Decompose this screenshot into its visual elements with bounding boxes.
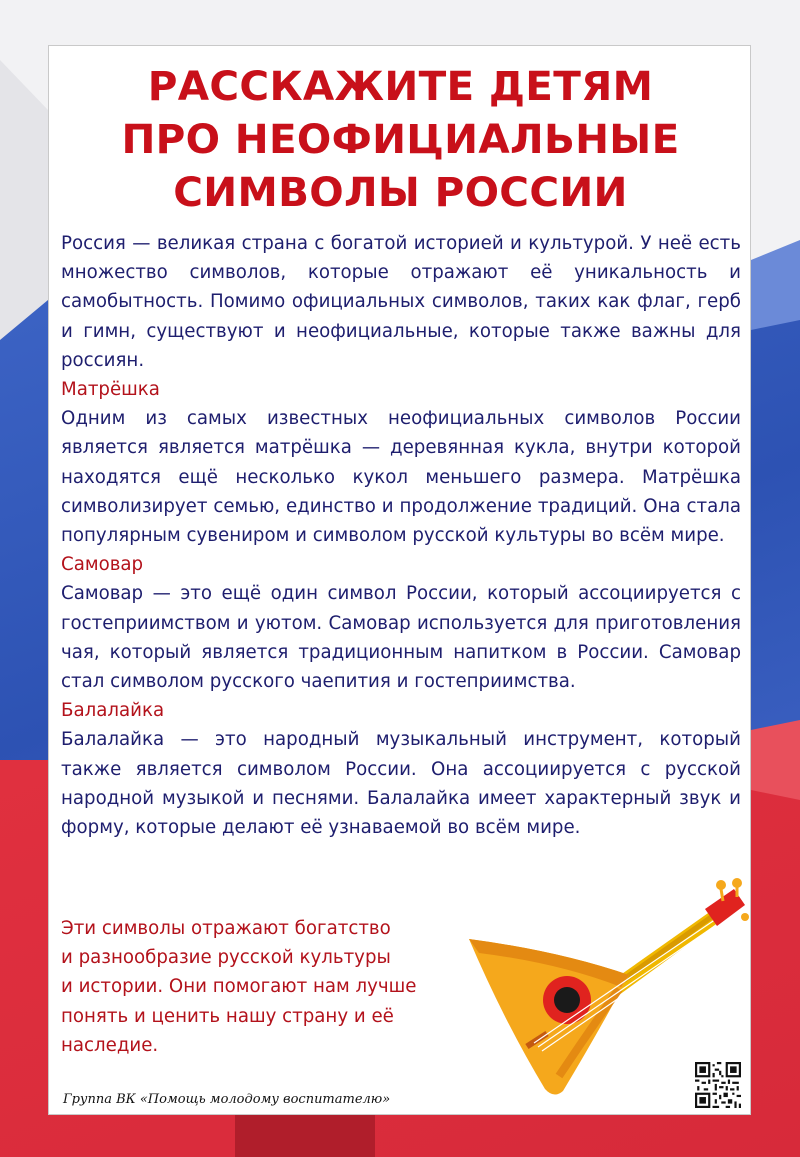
section-heading-balalaika: Балалайка (61, 700, 165, 722)
title-line: ПРО НЕОФИЦИАЛЬНЫЕ (121, 115, 680, 163)
page-title (49, 60, 752, 219)
section-text-samovar: Самовар — это ещё один символ России, который ассоциируется с гостеприимством и уютом. Самовар используется для приготовления чая, который является традиционным напитком в России. Самовар стал символом русского чаепития и гостеприимства. (61, 583, 741, 693)
section-text-balalaika: Балалайка — это народный музыкальный инструмент, который также является символом России. Она ассоциируется с русской народной музыкой и песнями. Балалайка имеет характерный звук и форму, которые делают её узнаваемой во всём мире. (61, 729, 741, 839)
title-line: РАССКАЖИТЕ ДЕТЯМ (147, 62, 654, 110)
intro-paragraph: Россия — великая страна с богатой историей и культурой. У неё есть множество символов, которые отражают её уникальность и самобытность. Помимо официальных символов, таких как флаг, герб и гимн, существуют и неофициальные, которые также важны для россиян. (61, 233, 741, 371)
article-body (61, 229, 741, 842)
conclusion-line: Эти символы отражают богатство (61, 918, 391, 939)
qr-code-icon (695, 1062, 741, 1108)
conclusion-line: и истории. Они помогают нам лучше (61, 976, 417, 998)
section-heading-matryoshka: Матрёшка (61, 379, 160, 401)
conclusion-line: и разнообразие русской культуры (61, 947, 391, 969)
section-heading-samovar: Самовар (61, 554, 144, 576)
footer-credit: Группа ВК «Помощь молодому воспитателю» (63, 1092, 391, 1107)
section-text-matryoshka: Одним из самых известных неофициальных символов России является является матрёшка — деревянная кукла, внутри которой находятся ещё несколько кукол меньшего размера. Матрёшка символизирует семью, единство и продолжение традиций. Она стала популярным сувениром и символом русской культуры во всём мире. (61, 408, 741, 547)
conclusion-line: наследие. (61, 1034, 159, 1056)
poster-card (48, 45, 751, 1115)
title-line: СИМВОЛЫ РОССИИ (173, 168, 628, 216)
conclusion-line: понять и ценить нашу страну и её (61, 1005, 394, 1027)
conclusion-text (61, 914, 461, 1060)
